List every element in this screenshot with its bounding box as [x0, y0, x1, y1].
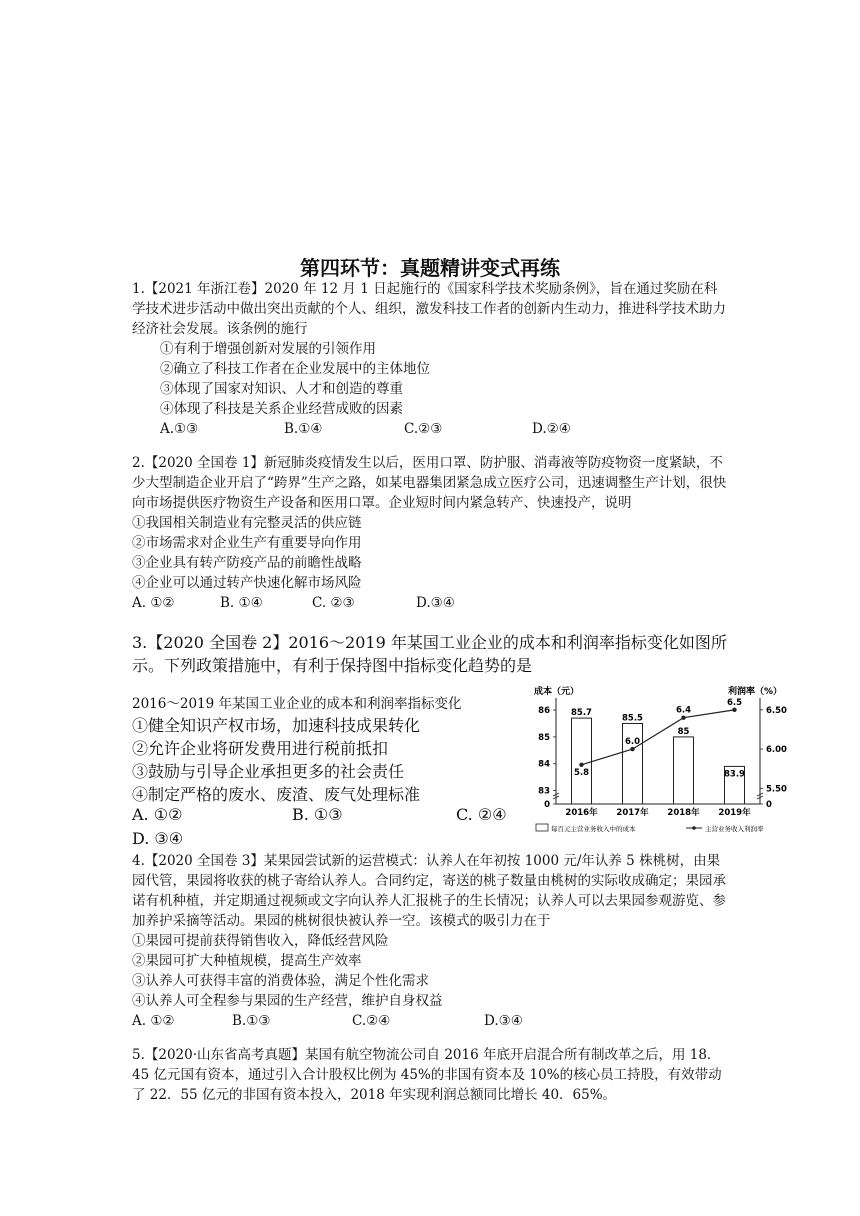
question-1 — [132, 279, 728, 439]
chart-caption: 2016～2019 年某国工业企业的成本和利润率指标变化 — [132, 696, 462, 712]
question-4 — [132, 851, 728, 1031]
line-value-label: 5.8 — [573, 767, 590, 778]
question-1-item: ③体现了国家对知识、人才和创造的尊重 — [160, 381, 403, 397]
bar — [572, 718, 592, 804]
question-2-item: ③企业具有转产防疫产品的前瞻性战略 — [132, 555, 362, 571]
left-tick-label: 83 — [538, 786, 550, 797]
option-c: C.②③ — [404, 421, 443, 437]
legend-line-label: 主营业务收入利润率 — [705, 825, 764, 833]
question-1-stem: 1.【2021 年浙江卷】2020 年 12 月 1 日起施行的《国家科学技术奖励条例》，旨在通过奖励在科学技术进步活动中做出突出贡献的个人、组织，激发科技工作者的创新内生动力，推进科学技术助力经济社会发展。该条例的施行 — [132, 281, 726, 337]
question-2 — [132, 453, 728, 613]
left-tick-label: 0 — [544, 800, 550, 810]
question-4-item: ③认养人可获得丰富的消费体验，满足个性化需求 — [132, 973, 429, 989]
right-tick-label: 5.50 — [766, 784, 787, 795]
question-2-item: ①我国相关制造业有完整灵活的供应链 — [132, 515, 362, 531]
left-tick-label: 85 — [538, 732, 550, 743]
bar-value-label: 83.9 — [724, 769, 745, 780]
left-axis-label: 成本（元） — [534, 687, 580, 697]
profit-rate-line — [582, 710, 735, 765]
question-5 — [132, 1045, 728, 1105]
option-a: A.①③ — [160, 421, 199, 437]
option-d: D.②④ — [532, 421, 571, 437]
left-tick-label: 86 — [538, 706, 550, 717]
question-3-item: ④制定严格的废水、废渣、废气处理标准 — [132, 785, 421, 804]
question-2-stem: 2.【2020 全国卷 1】新冠肺炎疫情发生以后，医用口罩、防护服、消毒液等防疫物资一度紧缺，不少大型制造企业开启了“跨界”生产之路，如某电器集团紧急成立医疗公司，迅速调整生产计划，很快向市场提供医疗物资生产设备和医用口罩。企业短时间内紧急转产、快速投产，说明 — [132, 455, 727, 511]
question-1-item: ②确立了科技工作者在企业发展中的主体地位 — [160, 361, 430, 377]
legend-bar-swatch — [536, 824, 548, 831]
question-4-item: ④认养人可全程参与果园的生产经营，维护自身权益 — [132, 993, 443, 1009]
x-tick-label: 2019年 — [718, 808, 751, 818]
option-c: C.②④ — [352, 1013, 391, 1029]
legend-bar-label: 每百元主营业务收入中的成本 — [551, 825, 636, 833]
question-3-stem: 3.【2020 全国卷 2】2016～2019 年某国工业企业的成本和利润率指标变化如图所示。下列政策措施中，有利于保持图中指标变化趋势的是 — [132, 633, 727, 675]
line-point — [579, 763, 583, 767]
right-axis-label: 利润率（%） — [728, 687, 783, 697]
question-4-stem: 4.【2020 全国卷 3】某果园尝试新的运营模式：认养人在年初按 1000 元/年认养 5 株桃树，由果园代管，果园将收获的桃子寄给认养人。合同约定，寄送的桃子数量由桃树的实际收成确定；果园承诺有机种植，并定期通过视频或文字向认养人汇报桃子的生长情况；认养人可以去果园参观游览、参加养护采摘等活动。果园的桃树很快被认养一空。该模式的吸引力在于 — [132, 853, 726, 929]
option-a: A. ①② — [132, 595, 175, 611]
option-c: C. ②③ — [312, 595, 355, 611]
x-tick-label: 2017年 — [616, 808, 649, 818]
option-a: A. ①② — [132, 1013, 175, 1029]
question-3-body — [132, 694, 532, 806]
question-2-item: ④企业可以通过转产快速化解市场风险 — [132, 575, 362, 591]
x-tick-label: 2018年 — [667, 808, 700, 818]
right-tick-label: 6.50 — [766, 705, 787, 716]
bar — [623, 723, 643, 804]
question-1-options — [132, 419, 728, 439]
x-tick-label: 2016年 — [565, 808, 598, 818]
bar — [674, 737, 694, 804]
right-tick-label: 0 — [766, 800, 772, 810]
option-b: B.①④ — [284, 421, 323, 437]
question-3-item: ①健全知识产权市场，加速科技成果转化 — [132, 716, 421, 735]
question-2-item: ②市场需求对企业生产有重要导向作用 — [132, 535, 362, 551]
line-value-label: 6.0 — [624, 737, 641, 748]
line-value-label: 6.4 — [675, 705, 692, 716]
question-4-item: ②果园可扩大种植规模，提高生产效率 — [132, 953, 362, 969]
option-b: B.①③ — [232, 1013, 271, 1029]
line-value-label: 6.5 — [726, 697, 743, 708]
cost-profit-chart — [528, 684, 800, 836]
option-b: B. ①④ — [220, 595, 263, 611]
legend-line-marker — [692, 826, 696, 830]
line-point — [732, 708, 736, 712]
line-point — [681, 715, 685, 719]
question-4-item: ①果园可提前获得销售收入，降低经营风险 — [132, 933, 389, 949]
right-tick-label: 6.00 — [766, 745, 787, 756]
bar-value-label: 85.7 — [571, 708, 592, 719]
bar-value-label: 85.5 — [622, 713, 643, 724]
question-4-options — [132, 1011, 728, 1031]
question-1-item: ④体现了科技是关系企业经营成败的因素 — [160, 401, 403, 417]
question-1-item: ①有利于增强创新对发展的引领作用 — [160, 341, 376, 357]
bar-value-label: 85 — [677, 726, 690, 737]
option-d: D.③④ — [484, 1013, 523, 1029]
option-d: D.③④ — [416, 595, 455, 611]
question-3-item: ②允许企业将研发费用进行税前抵扣 — [132, 739, 389, 758]
question-2-options — [132, 593, 728, 613]
left-tick-label: 84 — [538, 759, 550, 770]
option-d: D. ③④ — [132, 829, 184, 848]
question-3-item: ③鼓励与引导企业承担更多的社会责任 — [132, 762, 405, 781]
line-point — [630, 747, 634, 751]
page-title: 第四环节：真题精讲变式再练 — [300, 256, 560, 280]
question-5-stem: 5.【2020·山东省高考真题】某国有航空物流公司自 2016 年底开启混合所有制改革之后，用 18．45 亿元国有资本，通过引入合计股权比例为 45%的非国有资本及 10%的核心员工持股，有效带动了 22．55 亿元的非国有资本投入，2018 年实现利润总额同比增长 40．65%。 — [132, 1047, 722, 1103]
option-a: A. ①② — [132, 805, 183, 824]
option-b: B. ①③ — [292, 805, 343, 824]
option-c: C. ②④ — [456, 805, 507, 824]
